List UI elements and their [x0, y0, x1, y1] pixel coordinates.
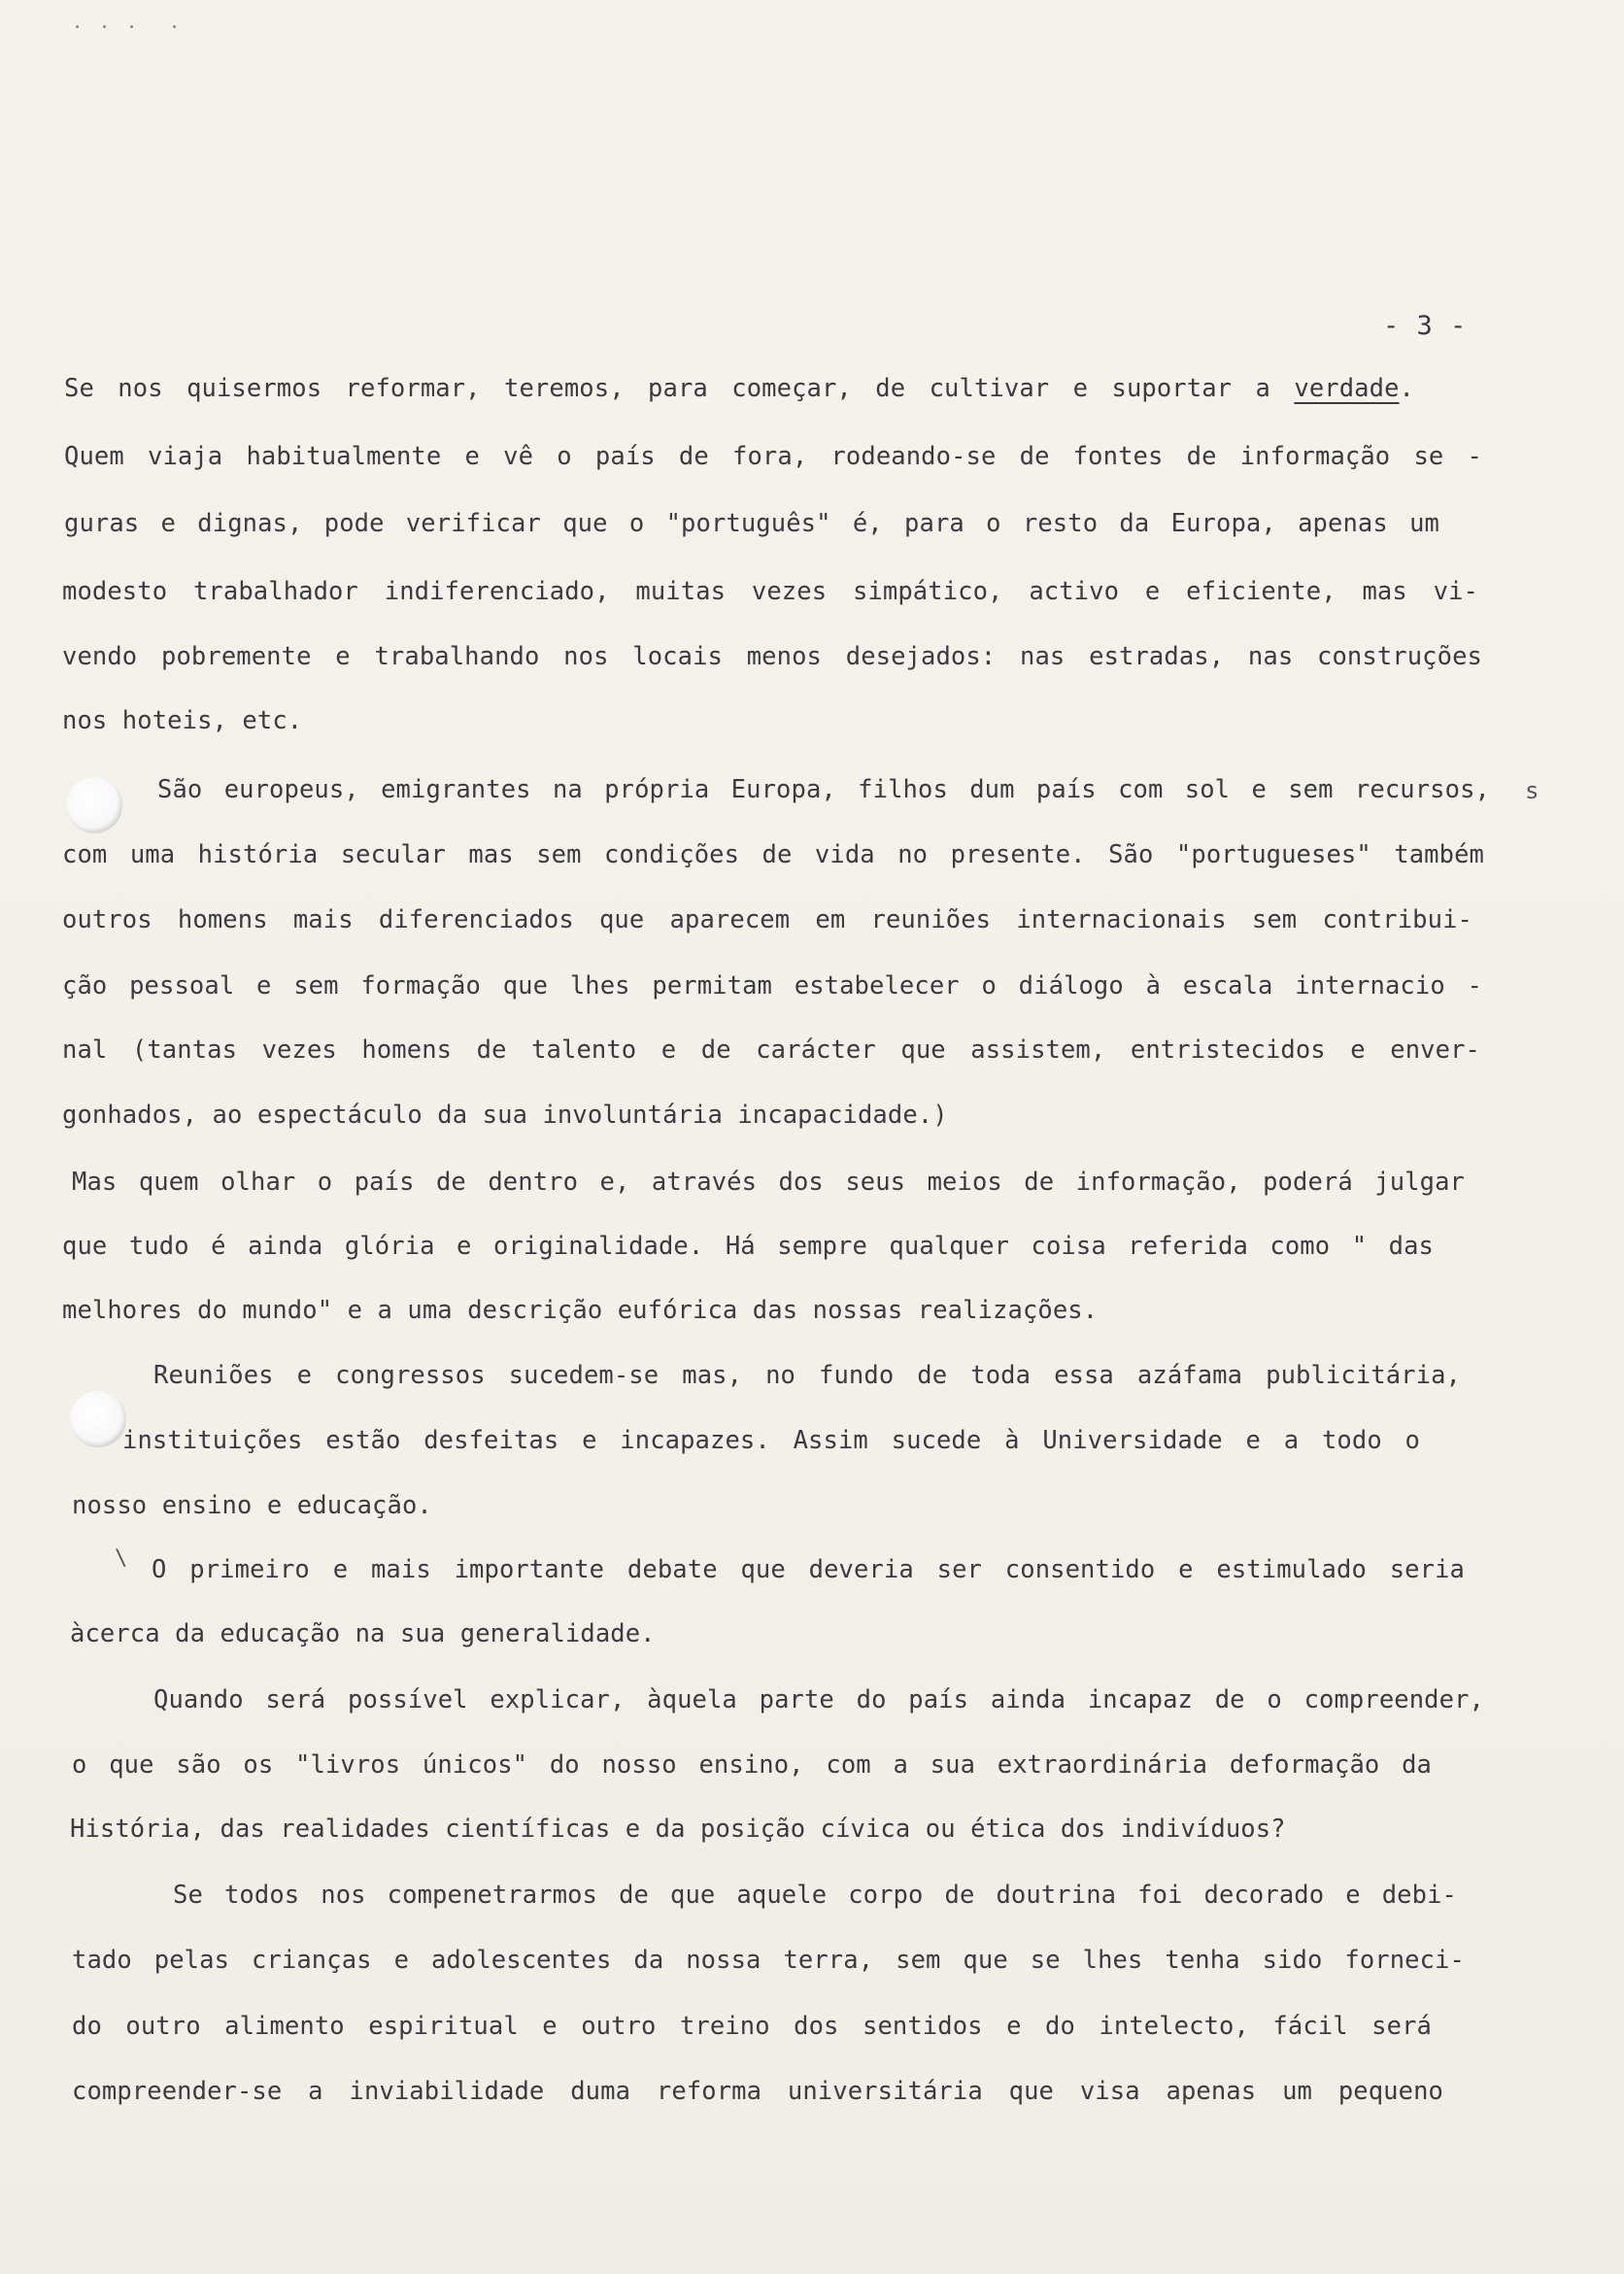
text-line: São europeus, emigrantes na própria Europa, filhos dum país com sol e sem recursos,	[157, 775, 1490, 804]
page-number: - 3 -	[1383, 311, 1468, 341]
text-line: compreender-se a inviabilidade duma reforma universitária que visa apenas um pequeno	[72, 2077, 1443, 2106]
text-line: ção pessoal e sem formação que lhes permitam estabelecer o diálogo à escala internacio -	[62, 971, 1482, 1001]
text-line: com uma história secular mas sem condições de vida no presente. São "portugueses" também	[62, 840, 1484, 869]
text-line: Quando será possível explicar, àquela parte do país ainda incapaz de o compreender,	[153, 1685, 1484, 1714]
text-line: instituições estão desfeitas e incapazes. Assim sucede à Universidade e a todo o	[122, 1426, 1420, 1455]
text-line: do outro alimento espiritual e outro treino dos sentidos e do intelecto, fácil será	[72, 2012, 1432, 2041]
text-line: Se todos nos compenetrarmos de que aquele corpo de doutrina foi decorado e debi-	[173, 1881, 1457, 1910]
margin-note: s	[1525, 777, 1539, 804]
corner-marks	[76, 19, 183, 33]
punch-hole-top	[66, 777, 122, 833]
text-line: outros homens mais diferenciados que aparecem em reuniões internacionais sem contribui-	[62, 905, 1472, 934]
text-line: História, das realidades científicas e da posição cívica ou ética dos indivíduos?	[70, 1815, 1286, 1844]
underlined-word: verdade	[1294, 374, 1400, 403]
text-line: melhores do mundo" e a uma descrição eufórica das nossas realizações.	[62, 1296, 1099, 1325]
margin-tick: \	[115, 1546, 128, 1571]
text-line: nosso ensino e educação.	[72, 1491, 432, 1520]
text-line: Se nos quisermos reformar, teremos, para começar, de cultivar e suportar a verdade.	[64, 374, 1414, 403]
text-line: vendo pobremente e trabalhando nos locais menos desejados: nas estradas, nas construções	[62, 642, 1482, 671]
text-line: nos hoteis, etc.	[62, 706, 303, 735]
text-line: que tudo é ainda glória e originalidade. Há sempre qualquer coisa referida como " das	[62, 1232, 1434, 1261]
text-line: tado pelas crianças e adolescentes da nossa terra, sem que se lhes tenha sido forneci-	[72, 1946, 1465, 1975]
text-line: Reuniões e congressos sucedem-se mas, no fundo de toda essa azáfama publicitária,	[153, 1361, 1461, 1390]
text-line: àcerca da educação na sua generalidade.	[70, 1619, 656, 1648]
text-line: o que são os "livros únicos" do nosso ensino, com a sua extraordinária deformação da	[72, 1750, 1432, 1780]
text-line: Mas quem olhar o país de dentro e, através dos seus meios de informação, poderá julgar	[72, 1168, 1465, 1197]
text-line: Quem viaja habitualmente e vê o país de fora, rodeando-se de fontes de informação se -	[64, 442, 1482, 471]
text-line: O primeiro e mais importante debate que deveria ser consentido e estimulado seria	[152, 1555, 1465, 1584]
text-line: modesto trabalhador indiferenciado, muitas vezes simpático, activo e eficiente, mas vi-	[62, 577, 1478, 606]
text-line: gonhados, ao espectáculo da sua involuntária incapacidade.)	[62, 1101, 948, 1130]
text-line: nal (tantas vezes homens de talento e de carácter que assistem, entristecidos e enver-	[62, 1035, 1480, 1065]
punch-hole-bottom	[70, 1391, 126, 1447]
text-line: guras e dignas, pode verificar que o "português" é, para o resto da Europa, apenas um	[64, 509, 1439, 538]
